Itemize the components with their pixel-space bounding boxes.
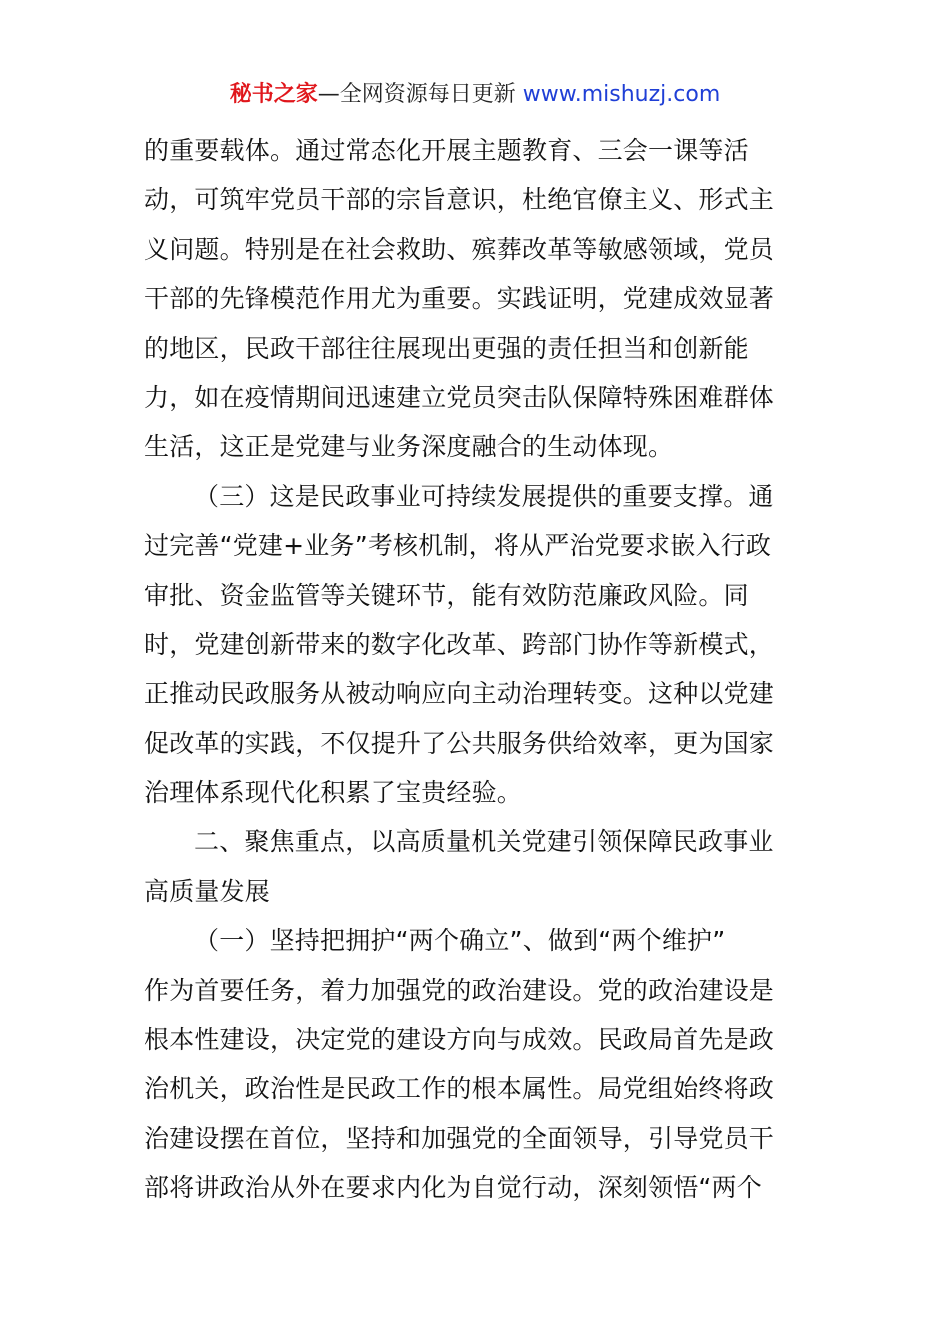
text-line: 正推动民政服务从被动响应向主动治理转变。这种以党建	[144, 679, 775, 709]
brand-name: 秘书之家	[229, 82, 318, 107]
text-line: 的地区，民政干部往往展现出更强的责任担当和创新能	[144, 333, 749, 363]
text-line: 治建设摆在首位，坚持和加强党的全面领导，引导党员干	[144, 1123, 775, 1153]
document-body	[144, 126, 809, 1213]
text-line: 力，如在疫情期间迅速建立党员突击队保障特殊困难群体	[144, 382, 775, 412]
header-tagline: —全网资源每日更新	[317, 82, 516, 107]
site-url: www.mishuzj.com	[522, 82, 721, 107]
text-line: 生活，这正是党建与业务深度融合的生动体现。	[144, 432, 674, 462]
text-line: 治理体系现代化积累了宝贵经验。	[144, 778, 523, 808]
text-line: 促改革的实践，不仅提升了公共服务供给效率，更为国家	[144, 728, 775, 758]
text-line: 高质量发展	[144, 876, 271, 906]
text-line: 二、聚焦重点，以高质量机关党建引领保障民政事业	[194, 827, 774, 857]
text-line: 审批、资金监管等关键环节，能有效防范廉政风险。同	[144, 580, 749, 610]
page-header	[0, 80, 950, 110]
text-line: （三）这是民政事业可持续发展提供的重要支撑。通	[194, 481, 774, 511]
text-line: 根本性建设，决定党的建设方向与成效。民政局首先是政	[144, 1025, 775, 1055]
text-line: 义问题。特别是在社会救助、殡葬改革等敏感领域，党员	[144, 234, 775, 264]
text-line: 过完善“党建+业务”考核机制，将从严治党要求嵌入行政	[144, 531, 772, 561]
text-line: 时，党建创新带来的数字化改革、跨部门协作等新模式，	[144, 629, 775, 659]
text-line: 治机关，政治性是民政工作的根本属性。局党组始终将政	[144, 1074, 775, 1104]
text-line: 部将讲政治从外在要求内化为自觉行动，深刻领悟“两个	[144, 1173, 762, 1203]
text-line: 动，可筑牢党员干部的宗旨意识，杜绝官僚主义、形式主	[144, 185, 775, 215]
text-line: 作为首要任务，着力加强党的政治建设。党的政治建设是	[144, 975, 775, 1005]
text-line: 的重要载体。通过常态化开展主题教育、三会一课等活	[144, 136, 749, 165]
text-line: （一）坚持把拥护“两个确立”、做到“两个维护”	[194, 926, 726, 956]
text-line: 干部的先锋模范作用尤为重要。实践证明，党建成效显著	[144, 284, 775, 314]
